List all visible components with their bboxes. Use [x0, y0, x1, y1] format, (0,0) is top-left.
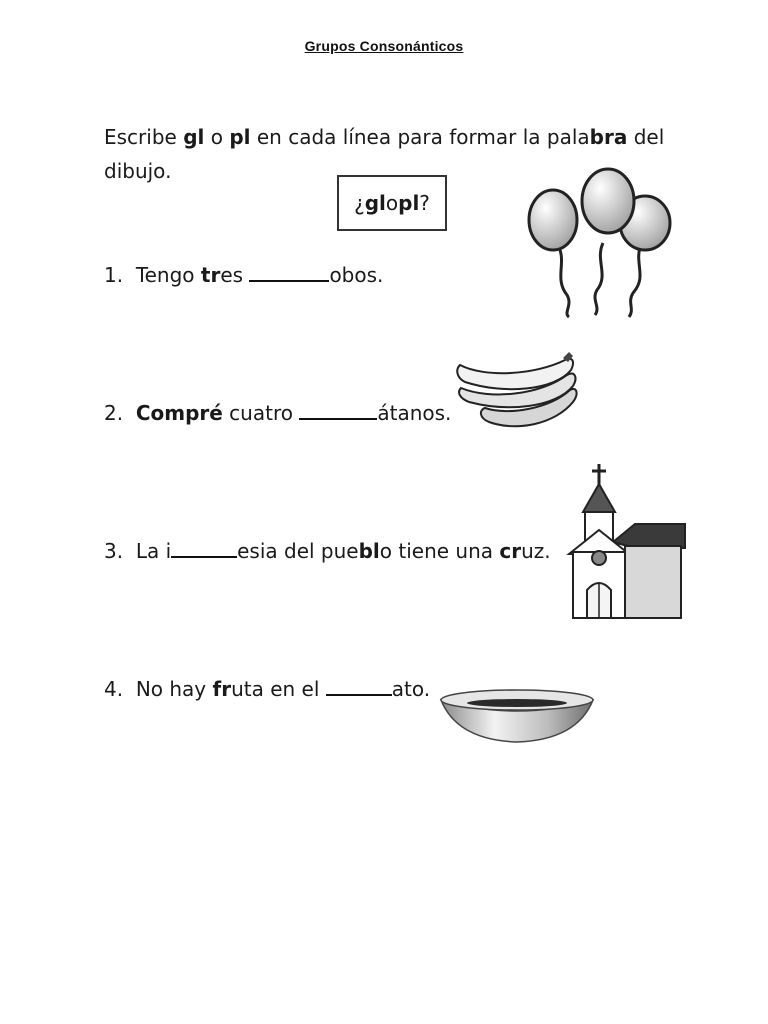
- item-text: Tengo: [135, 263, 201, 287]
- item-bold: cr: [499, 539, 522, 563]
- church-icon: [563, 462, 688, 622]
- answer-blank-2[interactable]: [299, 400, 377, 420]
- choice-o: o: [385, 191, 399, 215]
- item-bold: Compré: [135, 401, 223, 425]
- answer-blank-4[interactable]: [326, 676, 392, 696]
- instructions-bra: bra: [589, 125, 628, 149]
- item-number: 1.: [104, 263, 124, 287]
- item-bold: bl: [358, 539, 380, 563]
- balloons-icon: [525, 165, 680, 320]
- exercise-item-3: [104, 538, 551, 563]
- item-text: o tiene una: [379, 539, 500, 563]
- plate-icon: [437, 686, 597, 746]
- instructions-text: en cada línea para formar la pala: [250, 125, 590, 149]
- instructions-pl: pl: [229, 125, 251, 149]
- item-text: esia del pue: [237, 539, 359, 563]
- item-text: cuatro: [222, 401, 300, 425]
- choice-gl: gl: [364, 191, 386, 215]
- choice-q: ¿: [354, 191, 365, 215]
- instructions-gl: gl: [183, 125, 205, 149]
- item-number: 3.: [104, 539, 124, 563]
- item-text: La i: [135, 539, 172, 563]
- item-text: ato.: [391, 677, 431, 701]
- exercise-item-2: [104, 400, 451, 425]
- choice-box: [337, 175, 447, 231]
- item-text: obos.: [329, 263, 384, 287]
- item-text: es: [220, 263, 250, 287]
- bananas-icon: [455, 350, 580, 435]
- item-text: átanos.: [377, 401, 452, 425]
- choice-pl: pl: [398, 191, 420, 215]
- exercise-item-1: [104, 262, 383, 287]
- item-bold: fr: [212, 677, 232, 701]
- item-bold: tr: [200, 263, 221, 287]
- answer-blank-1[interactable]: [249, 262, 329, 282]
- page-title: Grupos Consonánticos: [304, 38, 464, 54]
- choice-end: ?: [419, 191, 430, 215]
- item-number: 4.: [104, 677, 124, 701]
- instructions-text: del dibujo.: [104, 125, 665, 183]
- instructions-text: o: [204, 125, 230, 149]
- answer-blank-3[interactable]: [171, 538, 237, 558]
- exercise-item-4: [104, 676, 430, 701]
- item-number: 2.: [104, 401, 124, 425]
- item-text: No hay: [135, 677, 213, 701]
- instructions-text: Escribe: [104, 125, 184, 149]
- item-text: uta en el: [231, 677, 326, 701]
- item-text: uz.: [521, 539, 551, 563]
